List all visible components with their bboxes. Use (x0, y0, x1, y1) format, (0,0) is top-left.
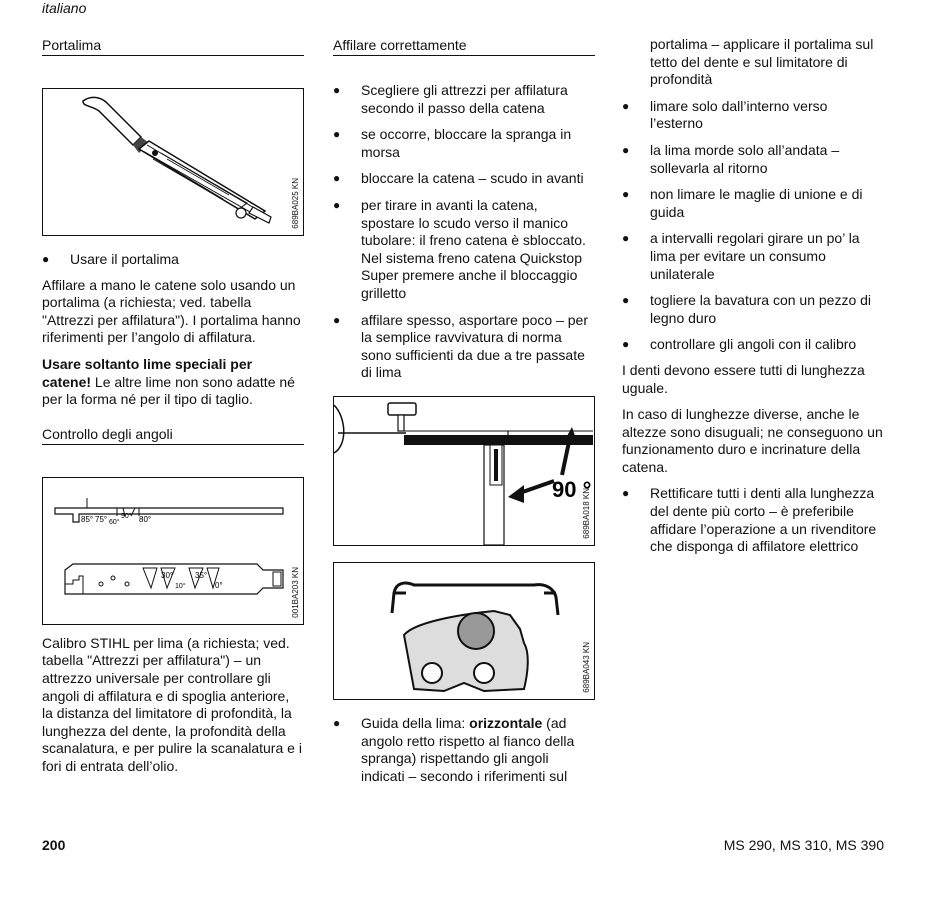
file-angle-illustration (334, 397, 593, 545)
paragraph-file-holder: Affilare a mano le catene solo usando un portalima (a richiesta; ved. tabella "Attrezzi per affilatura"). I portalima hanno riferimenti per l’angolo di affilatura. (42, 276, 301, 346)
bullet-text-rest: (ad angolo retto rispetto al fianco della spranga) rispettando gli angoli indicati – secondo i riferimenti sul (361, 714, 575, 784)
gauge-illustration (43, 478, 302, 624)
bullet-bold: orizzontale (469, 714, 543, 731)
angle-label: 90 ° (552, 476, 592, 502)
gauge-label: 10° (175, 582, 186, 590)
bullet-item: ● non limare le maglie di unione e di guida (622, 186, 884, 221)
paragraph-special-files-rest: Le altre lime non sono adatte né per la forma né per il tipo di taglio. (42, 373, 295, 408)
gauge-label: 80° (139, 514, 152, 524)
gauge-label: 90° (121, 512, 132, 520)
bullet-file-guide (333, 715, 595, 785)
file-guide-illustration (334, 563, 593, 699)
bullet-use-file-holder: ● Usare il portalima (42, 251, 304, 269)
figure-code: 689BA025 KN (291, 178, 300, 229)
gauge-label: 30° (161, 570, 174, 580)
bullet-item: ● limare solo dall’interno verso l’esterno (622, 98, 884, 133)
bullet-item: ● bloccare la catena – scudo in avanti (333, 170, 595, 188)
paragraph-different-lengths: In caso di lunghezze diverse, anche le altezze sono disuguali; ne conseguono un funzionamento duro e incrinature della catena. (622, 406, 883, 475)
figure-file-guide (333, 562, 595, 700)
figure-code: 001BA203 KN (291, 567, 300, 618)
gauge-label: 35° (195, 570, 208, 580)
gauge-label: 60° (109, 518, 120, 526)
bullet-item: ● affilare spesso, asportare poco – per la semplice ravvivatura di norma sono sufficienti da due a tre passate di lima (333, 312, 595, 382)
paragraph-gauge: Calibro STIHL per lima (a richiesta; ved. tabella "Attrezzi per affilatura") – un attrezzo universale per controllare gli angoli di affilatura e di spoglia anteriore, la distanza del limitatore di profondità, la lunghezza del dente, la profondità della scanalatura, e per pulire la scanalatura e i fori di entrata dell’olio. (42, 634, 302, 774)
gauge-label: 75° (95, 514, 108, 524)
paragraph-special-files (42, 356, 304, 409)
figure-file-holder (42, 88, 304, 236)
bullet-item: ● Scegliere gli attrezzi per affilatura secondo il passo della catena (333, 82, 595, 117)
bullet-item: ● controllare gli angoli con il calibro (622, 336, 884, 354)
figure-code: 689BA043 KN (582, 642, 591, 693)
warning-text: Usare soltanto lime speciali per catene! (42, 355, 253, 390)
paragraph-equal-length: I denti devono essere tutti di lunghezza uguale. (622, 361, 865, 396)
bullet-rectify: ● Rettificare tutti i denti alla lunghezza del dente più corto – è preferibile affidare l’operazione a un rivenditore che disponga di affilatore elettrico (622, 485, 884, 555)
figure-file-angle (333, 396, 595, 546)
gauge-label: 85° (81, 514, 94, 524)
model-list: MS 290, MS 310, MS 390 (723, 837, 884, 853)
bullet-item: ● a intervalli regolari girare un po’ la lima per evitare un consumo unilaterale (622, 230, 884, 283)
bullet-item: ● la lima morde solo all’andata – sollevarla al ritorno (622, 142, 884, 177)
bullet-item: ● per tirare in avanti la catena, spostare lo scudo verso il manico tubolare: il freno catena è sbloccato. Nel sistema freno catena Quickstop Super premere anche il bloccaggio grilletto (333, 197, 595, 303)
figure-gauge (42, 477, 304, 625)
bullet-item: ● togliere la bavatura con un pezzo di legno duro (622, 292, 884, 327)
column-3 (622, 36, 884, 556)
figure-code: 689BA018 KN (582, 488, 591, 539)
continued-text: portalima – applicare il portalima sul tetto del dente e sul limitatore di profondità (650, 36, 874, 88)
section-title-angles: Controllo degli angoli (42, 425, 304, 445)
file-holder-illustration (43, 89, 302, 235)
section-title-sharpen: Affilare correttamente (333, 36, 595, 56)
bullet-item: ● se occorre, bloccare la spranga in morsa (333, 126, 595, 161)
column-2 (333, 36, 595, 785)
column-1 (42, 36, 304, 776)
language-label: italiano (42, 0, 87, 16)
bullet-text: Guida della lima: (361, 714, 470, 731)
gauge-label: 0° (215, 580, 223, 590)
section-title-portalima: Portalima (42, 36, 304, 56)
page-number: 200 (42, 837, 66, 853)
